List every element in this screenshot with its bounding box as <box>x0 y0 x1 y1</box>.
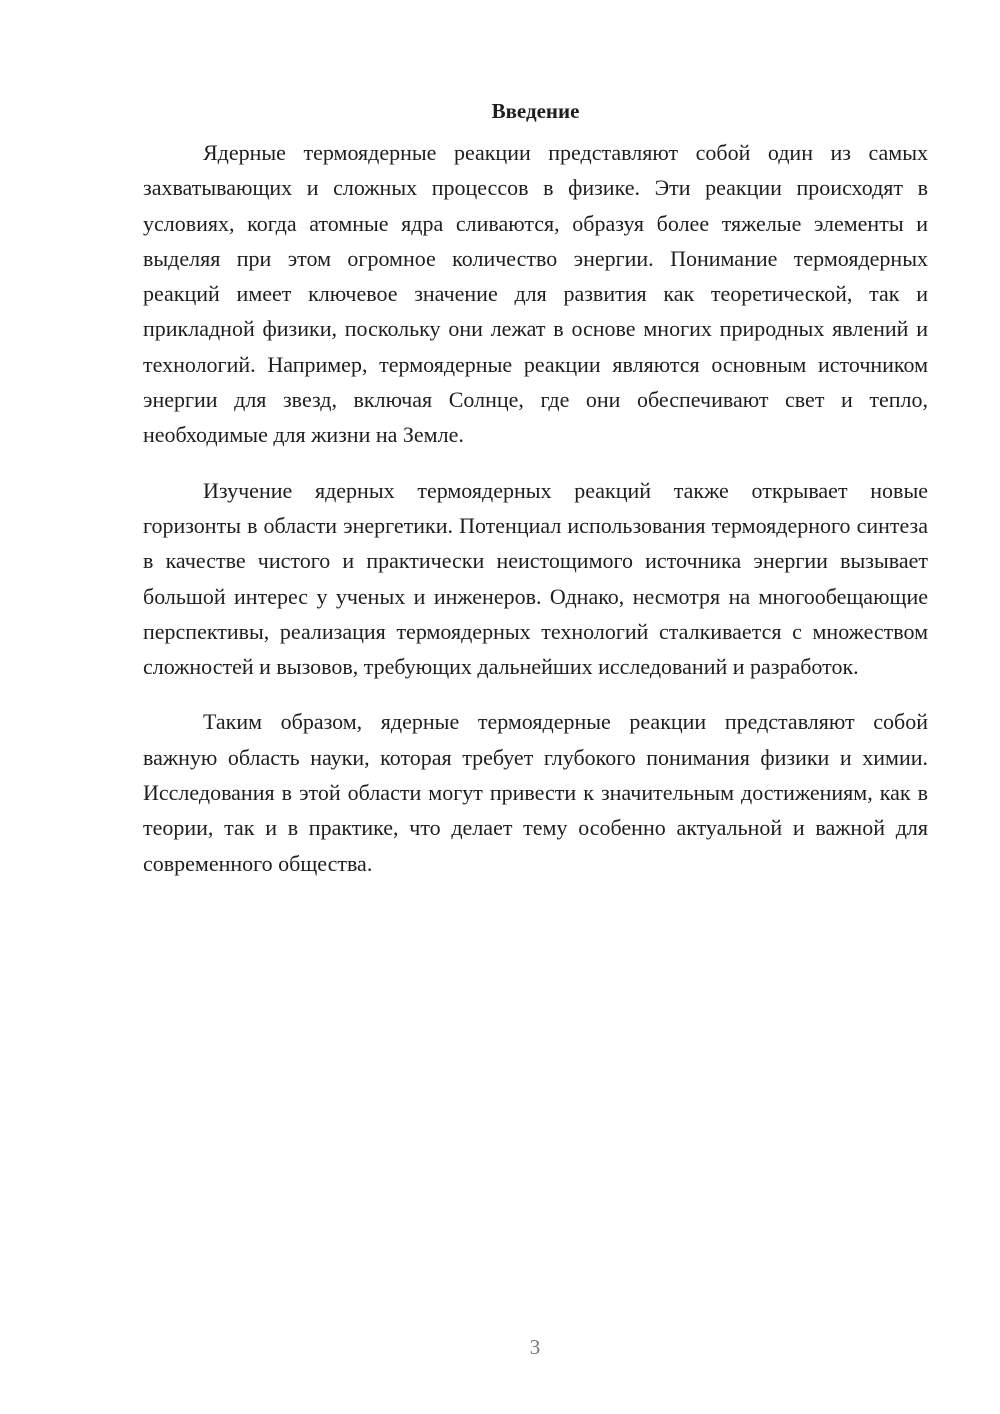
page-content <box>143 96 928 901</box>
paragraph-2: Изучение ядерных термоядерных реакций также открывает новые горизонты в области энергетики. Потенциал использования термоядерного синтеза в качестве чистого и практически неистощимого источника энергии вызывает большой интерес у ученых и инженеров. Однако, несмотря на многообещающие перспективы, реализация термоядерных технологий сталкивается с множеством сложностей и вызовов, требующих дальнейших исследований и разработок. <box>143 477 928 680</box>
paragraph-1: Ядерные термоядерные реакции представляют собой один из самых захватывающих и сложных процессов в физике. Эти реакции происходят в условиях, когда атомные ядра сливаются, образуя более тяжелые элементы и выделяя при этом огромное количество энергии. Понимание термоядерных реакций имеет ключевое значение для развития как теоретической, так и прикладной физики, поскольку они лежат в основе многих природных явлений и технологий. Например, термоядерные реакции являются основным источником энергии для звезд, включая Солнце, где они обеспечивают свет и тепло, необходимые для жизни на Земле. <box>143 140 928 448</box>
section-title: Введение <box>491 99 580 123</box>
page-number: 3 <box>529 1335 541 1359</box>
paragraph-3: Таким образом, ядерные термоядерные реакции представляют собой важную область науки, которая требует глубокого понимания физики и химии. Исследования в этой области могут привести к значительным достижениям, как в теории, так и в практике, что делает тему особенно актуальной и важной для современного общества. <box>143 709 928 876</box>
